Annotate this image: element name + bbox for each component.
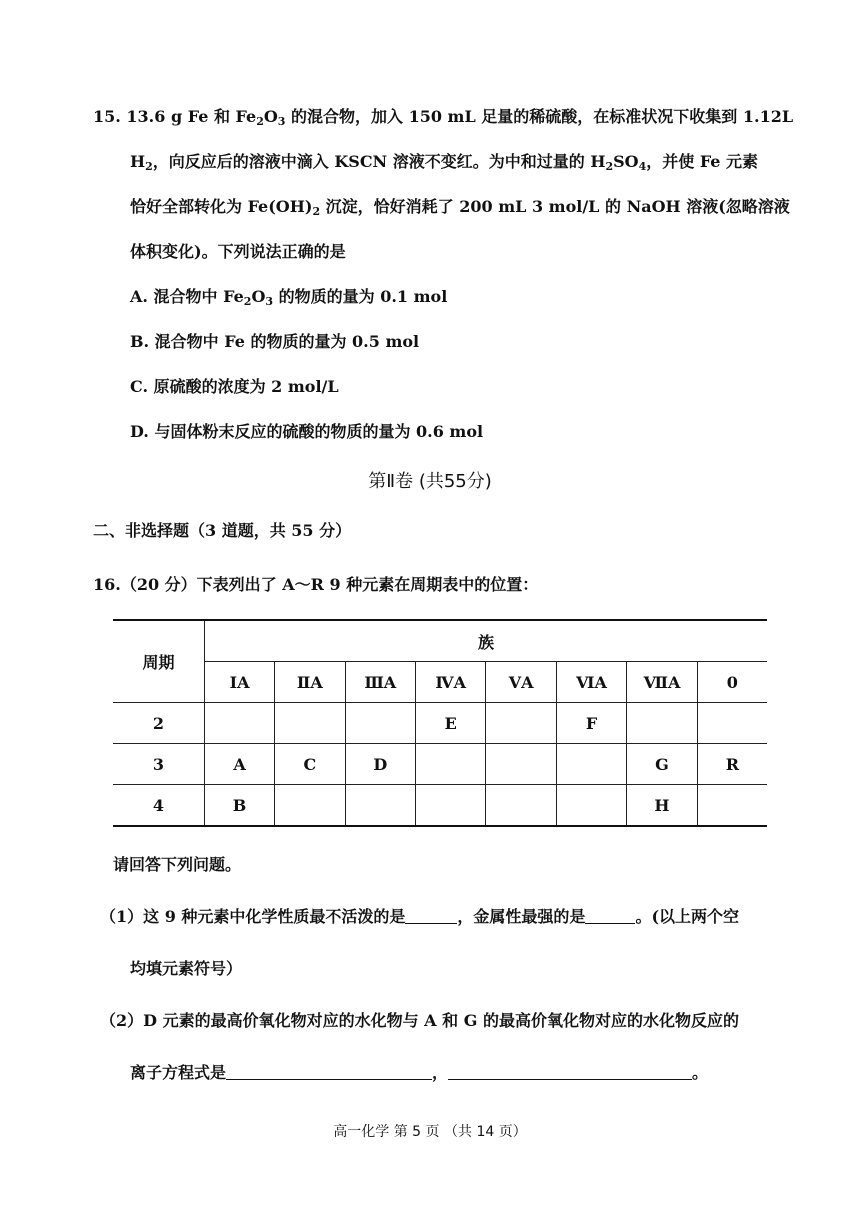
group-cell: ⅣA [416, 662, 486, 703]
periodic-table [113, 619, 767, 827]
element-cell [697, 785, 767, 827]
answer-blank-1[interactable] [405, 907, 457, 924]
answer-blank-2[interactable] [585, 907, 635, 924]
element-cell: F [556, 703, 626, 744]
element-cell [345, 703, 415, 744]
q15-option-c: C. 原硫酸的浓度为 2 mol/L [130, 377, 339, 396]
element-cell: D [345, 744, 415, 785]
group-cell: ⅡA [275, 662, 345, 703]
section-title: 第Ⅱ卷 (共55分) [368, 471, 492, 492]
element-cell [204, 703, 274, 744]
q16-intro: 16.（20 分）下表列出了 A～R 9 种元素在周期表中的位置： [93, 575, 539, 594]
table-row [113, 744, 767, 785]
element-cell [486, 703, 556, 744]
q15-option-a: A. 混合物中 $Fe_2O_3$ 的物质的量为 0.1 mol [130, 287, 448, 308]
q15-option-d: D. 与固体粉末反应的硫酸的物质的量为 0.6 mol [130, 422, 484, 441]
group-names-row [113, 662, 767, 703]
period-cell: 2 [113, 703, 204, 744]
element-cell [275, 703, 345, 744]
element-cell [416, 785, 486, 827]
table-row [113, 785, 767, 827]
table-row [113, 703, 767, 744]
answer-blank-3[interactable] [226, 1063, 432, 1080]
period-cell: 4 [113, 785, 204, 827]
element-cell [486, 744, 556, 785]
element-cell [275, 785, 345, 827]
q15-line-3: 恰好全部转化为 $Fe(OH)_2$ 沉淀，恰好消耗了 200 mL 3 mol/L 的 NaOH 溶液(忽略溶液 [130, 197, 790, 218]
element-cell [556, 744, 626, 785]
q15-line-4: 体积变化)。下列说法正确的是 [130, 242, 346, 261]
element-cell: A [204, 744, 274, 785]
element-cell [697, 703, 767, 744]
element-cell: G [627, 744, 698, 785]
element-cell [416, 744, 486, 785]
group-cell: ⅤA [486, 662, 556, 703]
q15-option-b: B. 混合物中 Fe 的物质的量为 0.5 mol [130, 332, 420, 351]
q16-part2-line-1: （2）D 元素的最高价氧化物对应的水化物与 A 和 G 的最高价氧化物对应的水化物反应的 [100, 1011, 739, 1030]
group-cell: 0 [697, 662, 767, 703]
q16-part1-line-2: 均填元素符号） [130, 959, 243, 978]
group-cell: ⅠA [204, 662, 274, 703]
element-cell [486, 785, 556, 827]
part2-heading: 二、非选择题（3 道题，共 55 分） [93, 521, 352, 540]
q15-line-2: $H_2$，向反应后的溶液中滴入 KSCN 溶液不变红。为中和过量的 $H_2SO_4$，并使 Fe 元素 [130, 152, 759, 173]
element-cell [345, 785, 415, 827]
q16-part1-line-1: （1）这 9 种元素中化学性质最不活泼的是 ，金属性最强的是 。(以上两个空 [100, 907, 740, 926]
element-cell [556, 785, 626, 827]
group-cell: ⅢA [345, 662, 415, 703]
period-cell: 3 [113, 744, 204, 785]
q16-part2-line-2: 离子方程式是 ， 。 [130, 1063, 709, 1082]
group-cell: ⅥA [556, 662, 626, 703]
group-header-cell: 族 [204, 620, 767, 662]
q15-line-1: 15. 13.6 g Fe 和 $Fe_2O_3$ 的混合物，加入 150 mL 足量的稀硫酸，在标准状况下收集到 1.12L [93, 107, 794, 128]
element-cell: R [697, 744, 767, 785]
element-cell: H [627, 785, 698, 827]
element-cell: C [275, 744, 345, 785]
page-footer: 高一化学 第 5 页 （共 14 页） [333, 1124, 527, 1140]
table-header-row [113, 620, 767, 662]
group-cell: ⅦA [627, 662, 698, 703]
prompt-text: 请回答下列问题。 [113, 855, 242, 874]
element-cell: E [416, 703, 486, 744]
period-header-cell: 周期 [113, 620, 204, 703]
element-cell [627, 703, 698, 744]
element-cell: B [204, 785, 274, 827]
answer-blank-4[interactable] [448, 1063, 692, 1080]
